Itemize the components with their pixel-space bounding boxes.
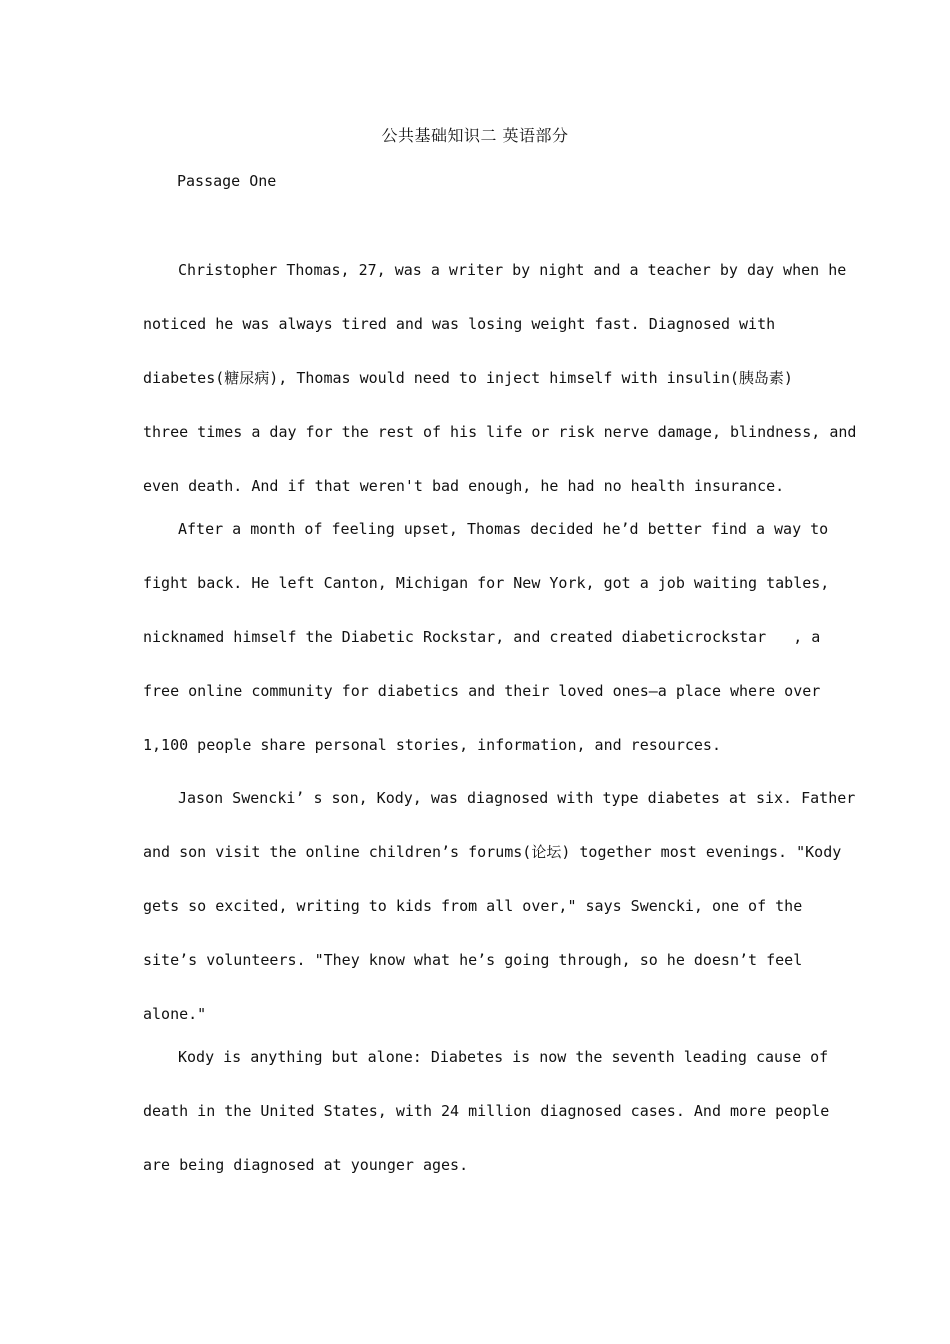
document-title: 公共基础知识二 英语部分 <box>381 126 569 145</box>
paragraph-line: Christopher Thomas, 27, was a writer by night and a teacher by day when he <box>178 261 847 279</box>
paragraph-line: noticed he was always tired and was losing weight fast. Diagnosed with <box>143 315 776 333</box>
paragraph-line: After a month of feeling upset, Thomas decided he’d better find a way to <box>178 520 829 538</box>
paragraph-line: Kody is anything but alone: Diabetes is now the seventh leading cause of <box>178 1048 829 1066</box>
paragraph-line: site’s volunteers. "They know what he’s going through, so he doesn’t feel <box>143 951 803 969</box>
paragraph-4 <box>143 1046 830 1198</box>
paragraph-line: are being diagnosed at younger ages. <box>143 1156 469 1174</box>
paragraph-line: death in the United States, with 24 million diagnosed cases. And more people <box>143 1102 830 1120</box>
paragraph-line: fight back. He left Canton, Michigan for New York, got a job waiting tables, <box>143 574 830 592</box>
passage-label: Passage One <box>177 172 277 190</box>
paragraph-line: free online community for diabetics and their loved ones—a place where over <box>143 682 821 700</box>
paragraph-3 <box>143 787 856 1047</box>
paragraph-1 <box>143 259 857 519</box>
paragraph-line: Jason Swencki’ s son, Kody, was diagnosed with type diabetes at six. Father <box>178 789 856 807</box>
paragraph-line: and son visit the online children’s forums(论坛) together most evenings. "Kody <box>143 843 842 861</box>
paragraph-line: even death. And if that weren't bad enough, he had no health insurance. <box>143 477 785 495</box>
paragraph-line: diabetes(糖尿病), Thomas would need to inject himself with insulin(胰岛素) <box>143 369 793 387</box>
paragraph-line: alone." <box>143 1005 207 1023</box>
paragraph-line: nicknamed himself the Diabetic Rockstar, and created diabeticrockstar , a <box>143 628 821 646</box>
paragraph-line: gets so excited, writing to kids from all over," says Swencki, one of the <box>143 897 803 915</box>
paragraph-line: 1,100 people share personal stories, information, and resources. <box>143 736 721 754</box>
paragraph-2 <box>143 518 830 778</box>
paragraph-line: three times a day for the rest of his life or risk nerve damage, blindness, and <box>143 423 857 441</box>
